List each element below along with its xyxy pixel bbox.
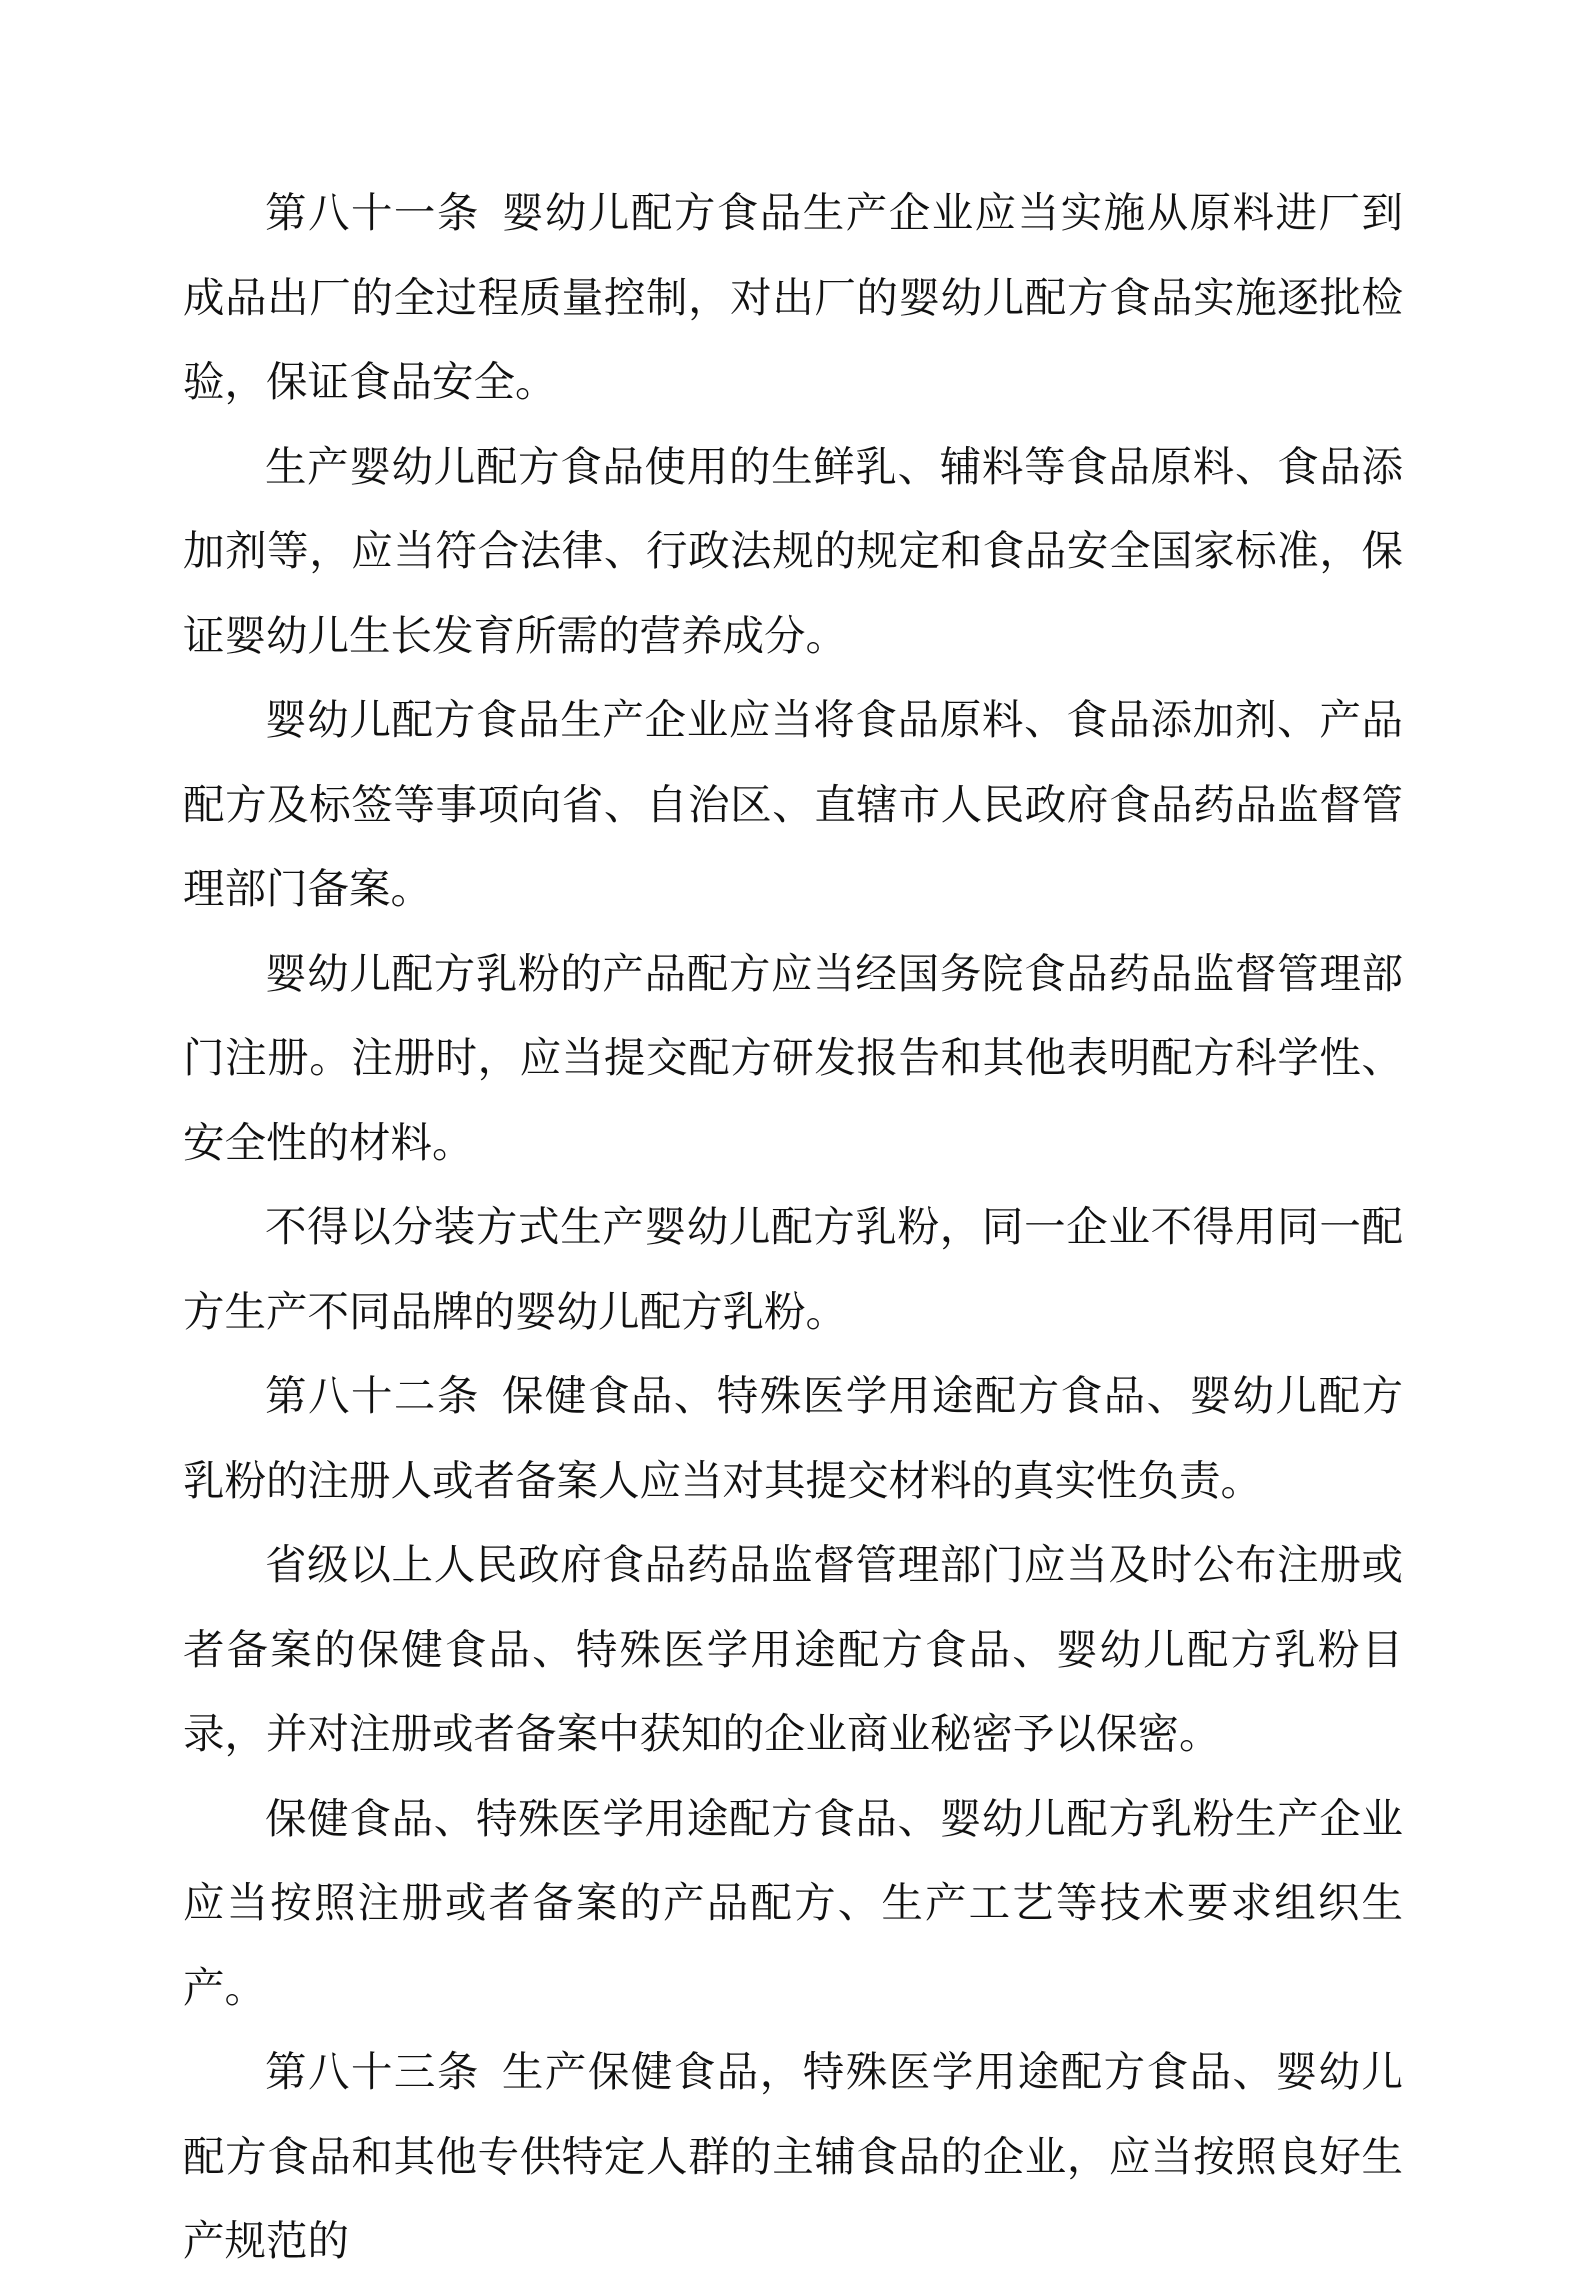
paragraph-text: 不得以分装方式生产婴幼儿配方乳粉，同一企业不得用同一配方生产不同品牌的婴幼儿配方乳粉。 [183,1202,1403,1336]
article-82-paragraph-3 [183,1777,1403,2031]
paragraph-text: 保健食品、特殊医学用途配方食品、婴幼儿配方乳粉的注册人或者备案人应当对其提交材料的真实性负责。 [183,1371,1403,1505]
article-81-paragraph [183,171,1403,425]
article-82-paragraph-2 [183,1523,1403,1777]
article-number: 第八十一条 [265,188,480,237]
paragraph-text: 婴幼儿配方乳粉的产品配方应当经国务院食品药品监督管理部门注册。注册时，应当提交配方研发报告和其他表明配方科学性、安全性的材料。 [183,948,1403,1167]
paragraph-text: 生产保健食品，特殊医学用途配方食品、婴幼儿配方食品和其他专供特定人群的主辅食品的企业，应当按照良好生产规范的 [183,2047,1403,2265]
article-81-paragraph-2 [183,425,1403,679]
article-number: 第八十二条 [265,1371,480,1420]
paragraph-text: 婴幼儿配方食品生产企业应当实施从原料进厂到成品出厂的全过程质量控制，对出厂的婴幼儿配方食品实施逐批检验，保证食品安全。 [183,188,1403,406]
article-81-paragraph-3 [183,678,1403,932]
article-82-paragraph [183,1354,1403,1523]
article-number: 第八十三条 [265,2047,480,2096]
paragraph-text: 婴幼儿配方食品生产企业应当将食品原料、食品添加剂、产品配方及标签等事项向省、自治区、直辖市人民政府食品药品监督管理部门备案。 [183,695,1403,913]
paragraph-text: 省级以上人民政府食品药品监督管理部门应当及时公布注册或者备案的保健食品、特殊医学用途配方食品、婴幼儿配方乳粉目录，并对注册或者备案中获知的企业商业秘密予以保密。 [183,1540,1403,1758]
paragraph-text: 保健食品、特殊医学用途配方食品、婴幼儿配方乳粉生产企业应当按照注册或者备案的产品配方、生产工艺等技术要求组织生产。 [183,1793,1403,2012]
paragraph-text: 生产婴幼儿配方食品使用的生鲜乳、辅料等食品原料、食品添加剂等，应当符合法律、行政法规的规定和食品安全国家标准，保证婴幼儿生长发育所需的营养成分。 [183,441,1403,660]
article-83-paragraph [183,2030,1403,2284]
article-81-paragraph-4 [183,932,1403,1186]
document-body [183,171,1403,2284]
article-81-paragraph-5 [183,1185,1403,1354]
